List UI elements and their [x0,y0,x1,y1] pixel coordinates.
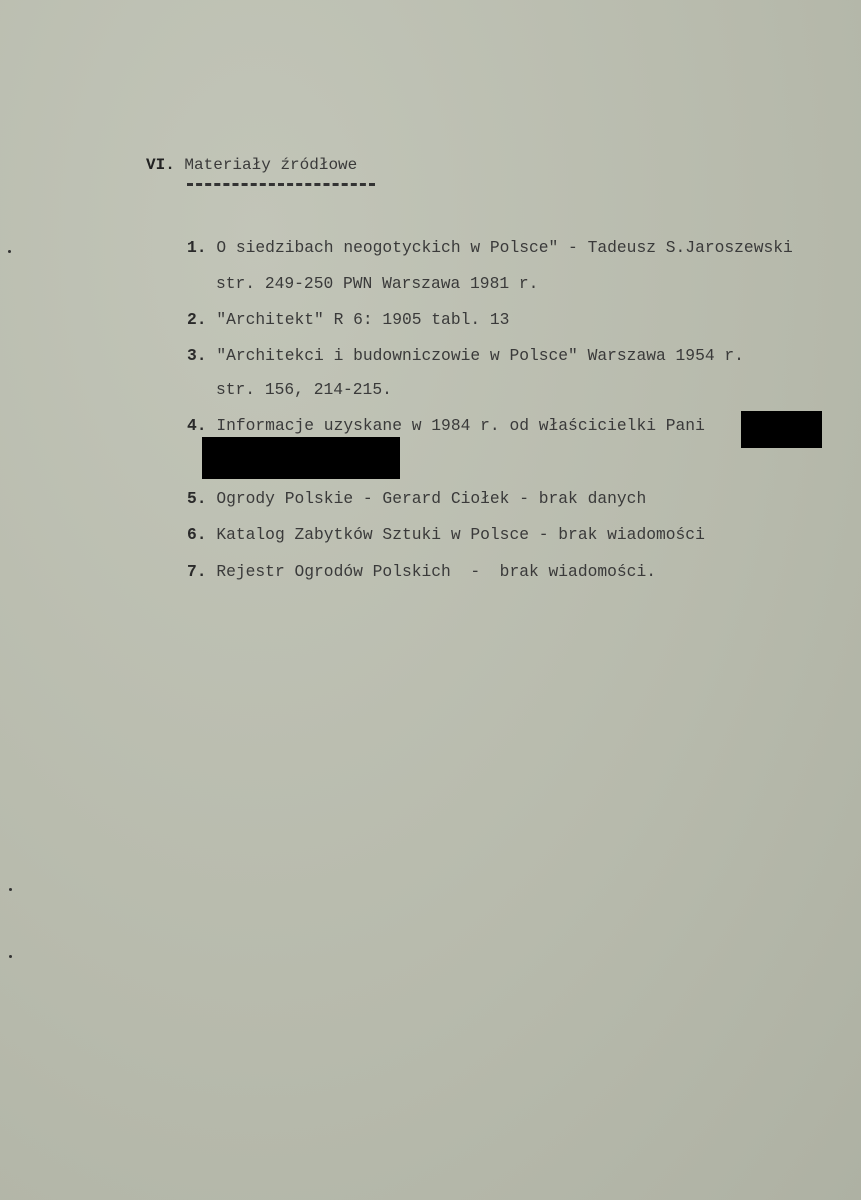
section-title: Materiały źródłowe [184,156,358,174]
list-item-5 [187,489,646,508]
redaction-box [741,411,822,448]
punch-mark [9,955,12,958]
list-item-2 [187,310,509,329]
item-number: 1. [187,238,207,257]
item-text: Ogrody Polskie - Gerard Ciołek - brak danych [216,489,647,508]
item-text: Katalog Zabytków Sztuki w Polsce - brak wiadomości [216,525,705,544]
list-item-3 [187,346,744,365]
list-item-6 [187,525,705,544]
list-item-3-cont: str. 156, 214-215. [216,380,392,399]
item-number: 7. [187,562,207,581]
item-number: 6. [187,525,207,544]
item-text: "Architekci i budowniczowie w Polsce" Warszawa 1954 r. [216,346,744,365]
section-number: VI. [146,156,175,174]
item-text: Informacje uzyskane w 1984 r. od właścicielki Pani [216,416,705,435]
item-number: 4. [187,416,207,435]
item-text: O siedzibach neogotyckich w Polsce" - Tadeusz S.Jaroszewski [216,238,793,257]
list-item-1 [187,238,793,257]
redaction-box [202,437,400,479]
punch-mark [9,888,12,891]
heading-underline [187,183,375,186]
item-text: Rejestr Ogrodów Polskich - brak wiadomości. [216,562,656,581]
list-item-7 [187,562,656,581]
section-heading [146,156,357,174]
list-item-1-cont: str. 249-250 PWN Warszawa 1981 r. [216,274,539,293]
item-number: 3. [187,346,207,365]
item-number: 5. [187,489,207,508]
item-text: "Architekt" R 6: 1905 tabl. 13 [216,310,510,329]
list-item-4 [187,416,705,435]
item-number: 2. [187,310,207,329]
punch-mark [8,250,11,253]
